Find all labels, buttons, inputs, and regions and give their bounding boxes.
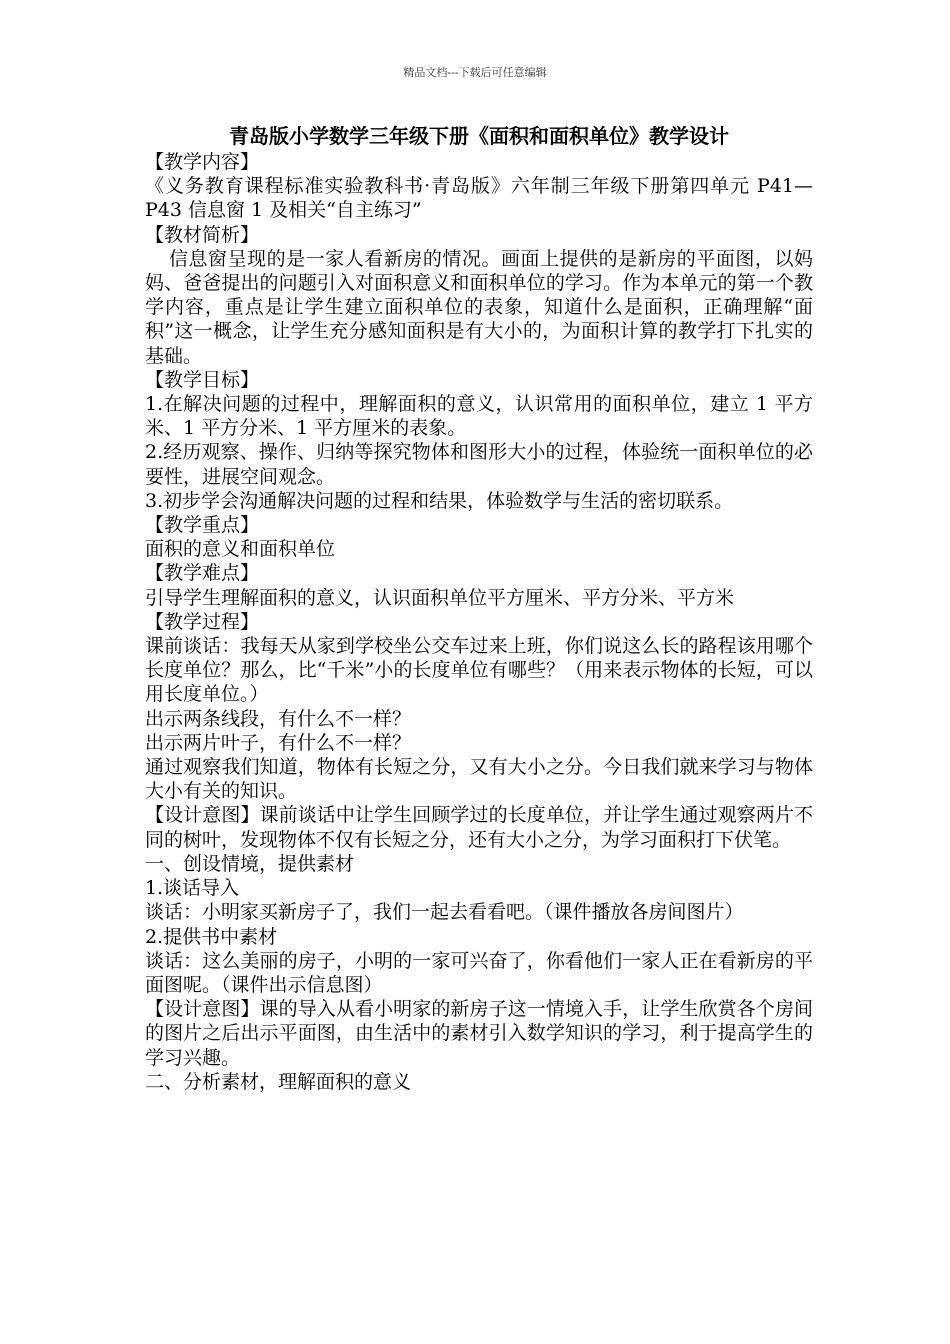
section-heading-difficulties: 【教学难点】 xyxy=(145,562,260,585)
paragraph: 信息窗呈现的是一家人看新房的情况。画面上提供的是新房的平面图，以妈妈、爸爸提出的问题引入对面积意义和面积单位的学习。作为本单元的第一个教学内容，重点是让学生建立面积单位的表象，知道什么是面积，正确理解“面积”这一概念，让学生充分感知面积是有大小的，为面积计算的教学打下扎实的基础。 xyxy=(145,247,813,367)
section-heading-process: 【教学过程】 xyxy=(145,610,260,633)
subsection-heading: 一、创设情境，提供素材 xyxy=(145,852,355,875)
list-item: 1.谈话导入 xyxy=(145,877,240,900)
paragraph: 谈话：小明家买新房子了，我们一起去看看吧。（课件播放各房间图片） xyxy=(145,901,744,924)
section-heading-content: 【教学内容】 xyxy=(145,151,260,173)
list-item: 3.初步学会沟通解决问题的过程和结果，体验数学与生活的密切联系。 xyxy=(145,489,734,512)
paragraph: 【设计意图】课的导入从看小明家的新房子这一情境入手，让学生欣赏各个房间的图片之后出示平面图，由生活中的素材引入数学知识的学习，利于提高学生的学习兴趣。 xyxy=(145,998,813,1069)
section-heading-objectives: 【教学目标】 xyxy=(145,368,260,391)
section-heading-key-points: 【教学重点】 xyxy=(145,514,260,537)
list-item: 2.提供书中素材 xyxy=(145,925,278,948)
paragraph: 出示两片叶子，有什么不一样？ xyxy=(145,731,412,754)
list-item: 1.在解决问题的过程中，理解面积的意义，认识常用的面积单位，建立 1 平方米、1 平方分米、1 平方厘米的表象。 xyxy=(145,393,813,440)
paragraph: 面积的意义和面积单位 xyxy=(145,538,336,561)
paragraph: 通过观察我们知道，物体有长短之分，又有大小之分。今日我们就来学习与物体大小有关的知识。 xyxy=(145,756,813,803)
page-header: 精品文档---下载后可任意编辑 xyxy=(403,66,547,79)
subsection-heading: 二、分析素材，理解面积的意义 xyxy=(145,1070,412,1093)
paragraph: 【设计意图】课前谈话中让学生回顾学过的长度单位，并让学生通过观察两片不同的树叶，发现物体不仅有长短之分，还有大小之分，为学习面积打下伏笔。 xyxy=(145,804,813,851)
paragraph: 谈话：这么美丽的房子，小明的一家可兴奋了，你看他们一家人正在看新房的平面图呢。（课件出示信息图） xyxy=(145,949,813,996)
document-title: 青岛版小学数学三年级下册《面积和面积单位》教学设计 xyxy=(229,124,729,148)
paragraph: 课前谈话：我每天从家到学校坐公交车过来上班，你们说这么长的路程该用哪个长度单位？那么，比“千米”小的长度单位有哪些？（用来表示物体的长短，可以用长度单位。） xyxy=(145,635,813,706)
section-heading-analysis: 【教材简析】 xyxy=(145,223,260,246)
document-body xyxy=(145,122,813,1094)
paragraph: 出示两条线段，有什么不一样？ xyxy=(145,707,412,730)
paragraph: 引导学生理解面积的意义，认识面积单位平方厘米、平方分米、平方米 xyxy=(145,586,735,609)
paragraph: 《义务教育课程标准实验教科书·青岛版》六年制三年级下册第四单元 P41—P43 信息窗 1 及相关“自主练习” xyxy=(145,175,813,222)
list-item: 2.经历观察、操作、归纳等探究物体和图形大小的过程，体验统一面积单位的必要性，进展空间观念。 xyxy=(145,441,813,488)
